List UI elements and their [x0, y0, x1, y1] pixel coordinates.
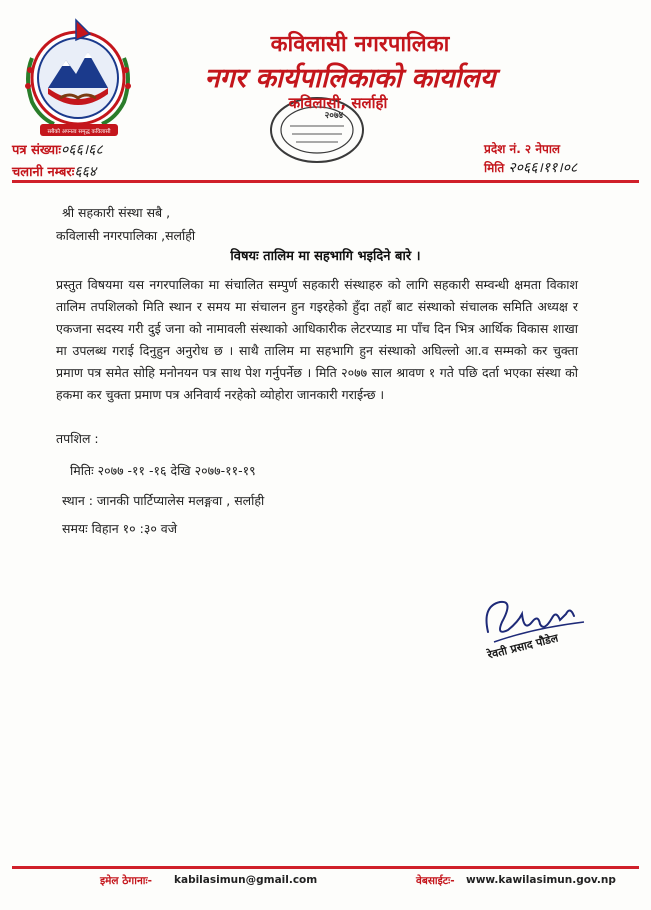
date-value: २०६६।११।०८ [508, 160, 578, 176]
signer-name: रेवती प्रसाद पौडेल [486, 631, 560, 662]
details-heading: तपशिल : [56, 431, 99, 446]
email-link[interactable]: kabilasimun@gmail.com [174, 874, 318, 886]
dispatch-number-value: ६६४ [74, 164, 97, 180]
office-name: नगर कार्यपालिकाको कार्यालय [204, 63, 496, 94]
details-time: समयः विहान १० :३० वजे [62, 521, 178, 536]
header-divider [12, 180, 639, 183]
body-paragraph: प्रस्तुत विषयमा यस नगरपालिका मा संचालित सम्पुर्ण सहकारी संस्थाहरु को लागि सहकारी सम्वन्धी क्षमता विकाश तालिम तपशिलको मिति स्थान र समय मा संचालन हुन गइरहेको हुँदा तहाँ बाट संस्थाको संचालक समिति अध्यक्ष र एकजना सदस्य गरी दुई जना को नामावली संस्थाको आधिकारीक लेटरप्याड मा पाँच दिन भित्र आर्थिक विकास शाखा मा उपलब्ध गराई दिनुहुन अनुरोध छ । साथै तालिम मा सहभागि हुन संस्थाको अघिल्लो आ.व सम्मको कर चुक्ता प्रमाण पत्र समेत सोहि मनोनयन पत्र साथ पेश गर्नुपर्नेछ । मिति २०७७ साल श्रावण १ गते पछि दर्ता भएका संस्था को हकमा कर चुक्ता प्रमाण पत्र अनिवार्य नरहेको व्योहोरा जानकारी गराईन्छ । [56, 277, 578, 402]
letter-number-value: ०६६।६८ [61, 142, 103, 158]
details-venue: स्थान : जानकी पार्टिप्यालेस मलङ्गवा , सर्लाही [62, 493, 265, 508]
government-emblem-icon [18, 18, 140, 148]
letter-number-label: पत्र संख्याः [12, 143, 62, 158]
recipient-line-1: श्री सहकारी संस्था सबै , [62, 205, 171, 220]
office-location: कविलासी, सर्लाही [288, 94, 388, 112]
dispatch-number [12, 162, 96, 181]
footer-divider [12, 866, 639, 869]
province-label: प्रदेश नं. २ नेपाल [484, 142, 561, 156]
details-date: मितिः २०७७ -११ -१६ देखि २०७७-११-१९ [70, 463, 256, 478]
emblem-banner-text: सबैको अपनत्व समृद्ध कविलासी [47, 129, 111, 135]
municipality-name: कविलासी नगरपालिका [270, 32, 450, 57]
date-label: मिति [484, 161, 505, 175]
letter-number [12, 140, 103, 159]
stamp-year: २०७४ [324, 111, 344, 121]
email-label: इमेल ठेगानाः- [100, 875, 152, 887]
website-link[interactable]: www.kawilasimun.gov.np [466, 874, 616, 886]
letter-date [484, 158, 577, 177]
recipient-line-2: कविलासी नगरपालिका ,सर्लाही [56, 228, 196, 243]
website-label: वेबसाईटः- [416, 875, 455, 887]
dispatch-number-label: चलानी नम्बरः [12, 165, 75, 180]
subject-line: विषयः तालिम मा सहभागि भइदिने बारे । [230, 249, 421, 264]
